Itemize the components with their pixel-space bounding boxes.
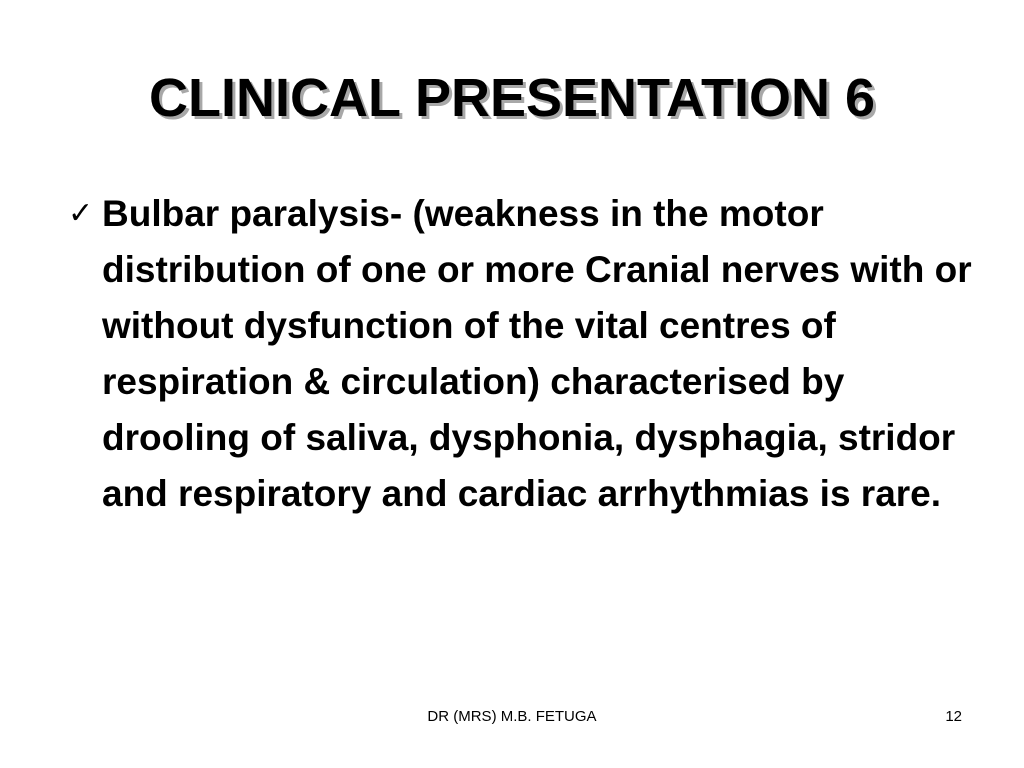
bullet-text: Bulbar paralysis- (weakness in the motor distribution of one or more Cranial nerves with or without dysfunction of the vital centres of respiration & circulation) characterised by drooling of saliva, dysphonia, dysphagia, stridor and respiratory and cardiac arrhythmias is rare. — [102, 193, 972, 514]
bullet-list — [62, 186, 982, 522]
footer-author: DR (MRS) M.B. FETUGA — [427, 708, 597, 725]
bullet-item — [62, 186, 982, 522]
check-icon: ✓ — [68, 196, 94, 231]
slide-title: CLINICAL PRESENTATION 6 — [148, 68, 876, 128]
page-number: 12 — [945, 708, 962, 725]
